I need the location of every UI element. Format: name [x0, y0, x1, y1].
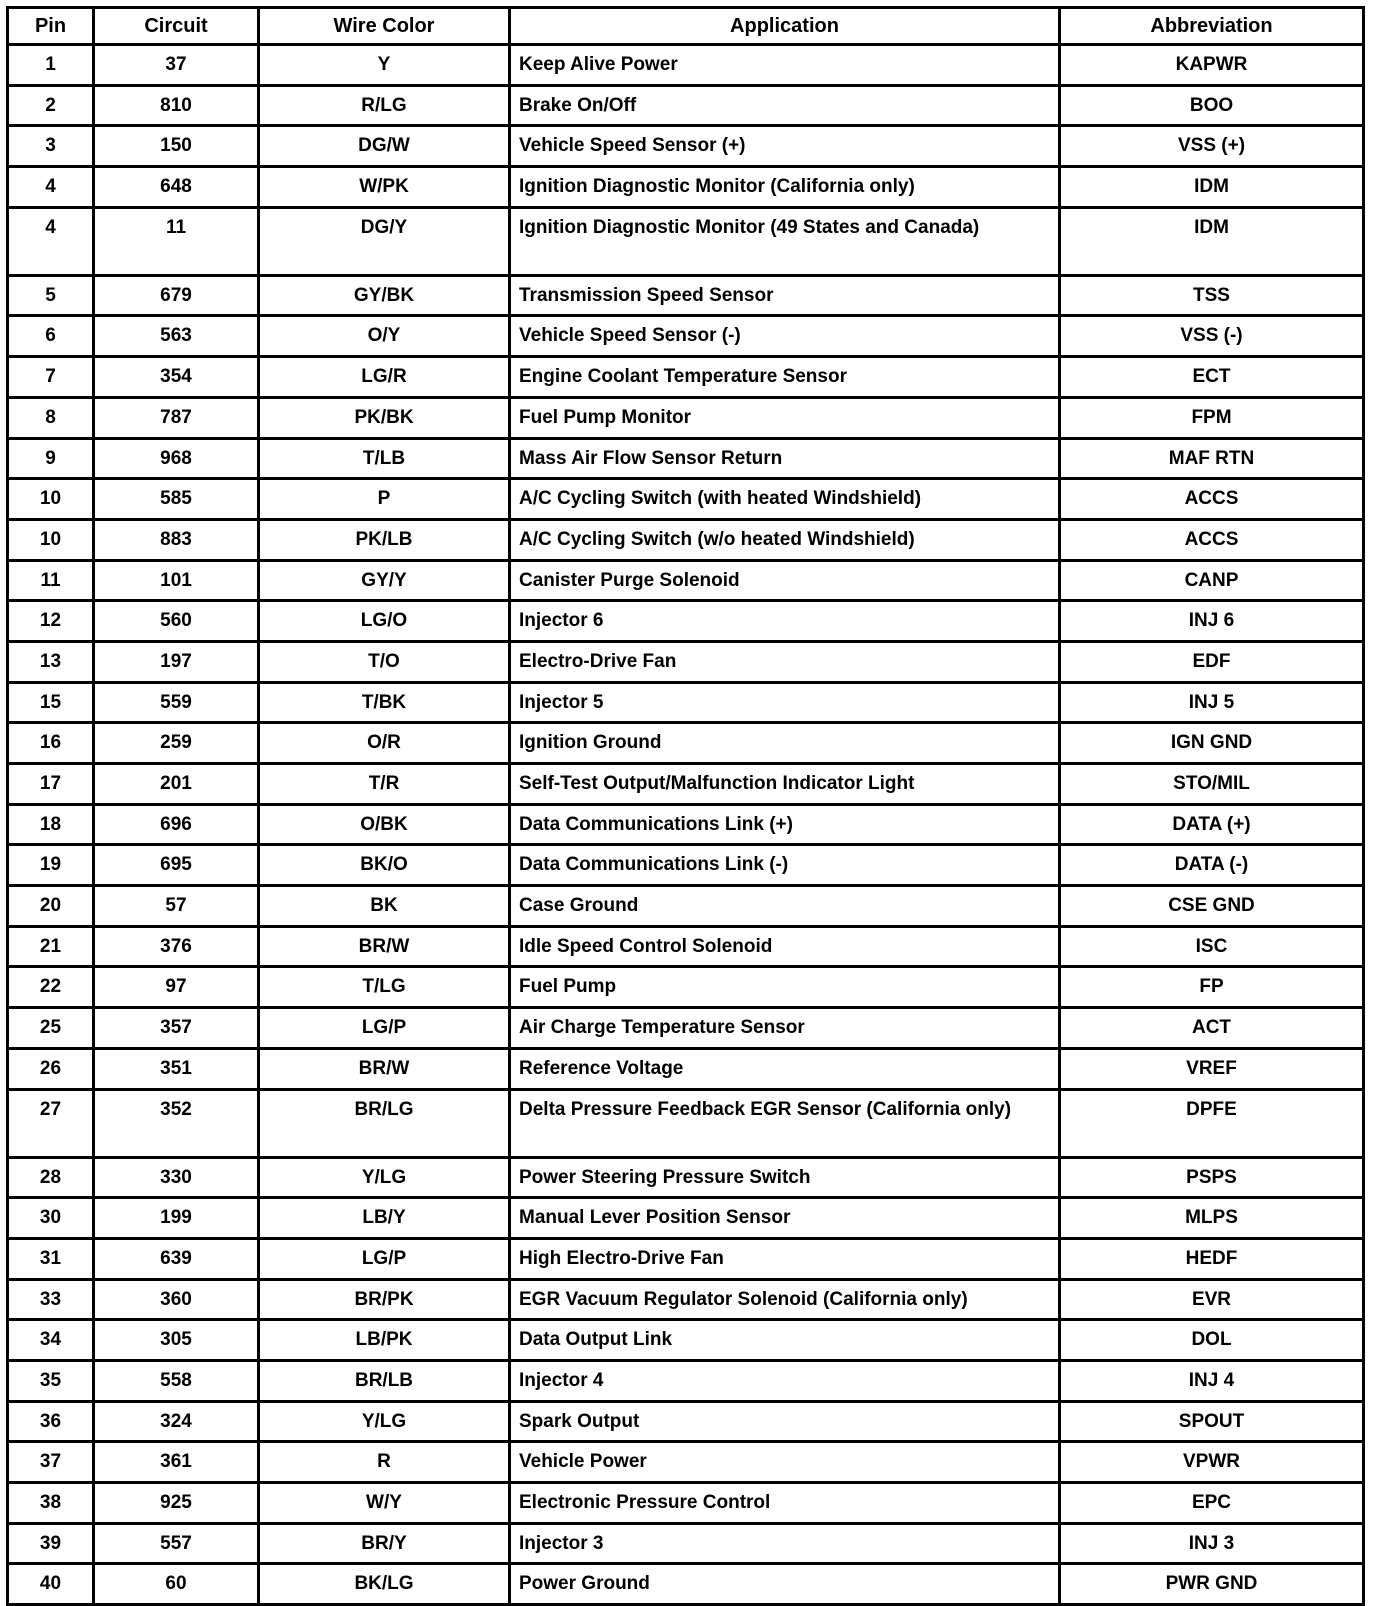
- abbreviation-cell: FPM: [1060, 397, 1364, 438]
- application-cell: Injector 6: [510, 601, 1060, 642]
- wire-color-cell: P: [259, 479, 510, 520]
- table-row: [8, 397, 1364, 438]
- application-cell: Engine Coolant Temperature Sensor: [510, 357, 1060, 398]
- circuit-cell: 883: [94, 519, 259, 560]
- application-cell: Data Output Link: [510, 1320, 1060, 1361]
- abbreviation-cell: STO/MIL: [1060, 764, 1364, 805]
- pin-cell: 17: [8, 764, 94, 805]
- abbreviation-cell: ACCS: [1060, 519, 1364, 560]
- pin-cell: 16: [8, 723, 94, 764]
- wire-color-cell: R/LG: [259, 85, 510, 126]
- table-row: [8, 1157, 1364, 1198]
- pin-cell: 11: [8, 560, 94, 601]
- application-cell: EGR Vacuum Regulator Solenoid (California only): [510, 1279, 1060, 1320]
- abbreviation-cell: SPOUT: [1060, 1401, 1364, 1442]
- wire-color-cell: T/LG: [259, 967, 510, 1008]
- wire-color-cell: T/LB: [259, 438, 510, 479]
- abbreviation-cell: DPFE: [1060, 1089, 1364, 1157]
- circuit-cell: 259: [94, 723, 259, 764]
- circuit-cell: 201: [94, 764, 259, 805]
- abbreviation-cell: MLPS: [1060, 1198, 1364, 1239]
- abbreviation-cell: IGN GND: [1060, 723, 1364, 764]
- circuit-cell: 810: [94, 85, 259, 126]
- wire-color-cell: BK: [259, 886, 510, 927]
- circuit-cell: 11: [94, 207, 259, 275]
- pin-cell: 6: [8, 316, 94, 357]
- circuit-cell: 97: [94, 967, 259, 1008]
- application-cell: Vehicle Speed Sensor (+): [510, 126, 1060, 167]
- table-row: [8, 519, 1364, 560]
- application-cell: Air Charge Temperature Sensor: [510, 1008, 1060, 1049]
- abbreviation-cell: FP: [1060, 967, 1364, 1008]
- pin-cell: 25: [8, 1008, 94, 1049]
- circuit-cell: 354: [94, 357, 259, 398]
- pin-cell: 7: [8, 357, 94, 398]
- circuit-cell: 361: [94, 1442, 259, 1483]
- application-cell: A/C Cycling Switch (w/o heated Windshield): [510, 519, 1060, 560]
- pin-cell: 28: [8, 1157, 94, 1198]
- abbreviation-cell: CSE GND: [1060, 886, 1364, 927]
- table-row: [8, 167, 1364, 208]
- abbreviation-cell: DATA (-): [1060, 845, 1364, 886]
- wire-color-cell: BR/Y: [259, 1523, 510, 1564]
- pin-cell: 18: [8, 804, 94, 845]
- application-cell: Ignition Diagnostic Monitor (California only): [510, 167, 1060, 208]
- pin-cell: 34: [8, 1320, 94, 1361]
- pin-cell: 1: [8, 45, 94, 86]
- table-row: [8, 1320, 1364, 1361]
- wire-color-cell: LB/Y: [259, 1198, 510, 1239]
- wire-color-cell: BR/LG: [259, 1089, 510, 1157]
- application-cell: Reference Voltage: [510, 1048, 1060, 1089]
- table-row: [8, 886, 1364, 927]
- pin-cell: 40: [8, 1564, 94, 1605]
- table-row: [8, 1483, 1364, 1524]
- application-cell: Transmission Speed Sensor: [510, 275, 1060, 316]
- wire-color-cell: T/R: [259, 764, 510, 805]
- abbreviation-cell: INJ 5: [1060, 682, 1364, 723]
- application-cell: Delta Pressure Feedback EGR Sensor (California only): [510, 1089, 1060, 1157]
- wire-color-cell: BR/LB: [259, 1360, 510, 1401]
- table-row: [8, 804, 1364, 845]
- application-cell: Vehicle Power: [510, 1442, 1060, 1483]
- table-row: [8, 601, 1364, 642]
- wire-color-cell: O/BK: [259, 804, 510, 845]
- application-cell: Fuel Pump: [510, 967, 1060, 1008]
- wire-color-cell: O/Y: [259, 316, 510, 357]
- abbreviation-cell: INJ 3: [1060, 1523, 1364, 1564]
- circuit-cell: 57: [94, 886, 259, 927]
- abbreviation-cell: EDF: [1060, 641, 1364, 682]
- header-pin: Pin: [8, 8, 94, 45]
- wire-color-cell: GY/Y: [259, 560, 510, 601]
- application-cell: Self-Test Output/Malfunction Indicator Light: [510, 764, 1060, 805]
- pin-cell: 35: [8, 1360, 94, 1401]
- pin-cell: 9: [8, 438, 94, 479]
- table-row: [8, 845, 1364, 886]
- wire-color-cell: Y/LG: [259, 1401, 510, 1442]
- pin-cell: 8: [8, 397, 94, 438]
- wire-color-cell: Y/LG: [259, 1157, 510, 1198]
- circuit-cell: 648: [94, 167, 259, 208]
- pin-cell: 26: [8, 1048, 94, 1089]
- application-cell: Power Ground: [510, 1564, 1060, 1605]
- application-cell: High Electro-Drive Fan: [510, 1238, 1060, 1279]
- pin-cell: 13: [8, 641, 94, 682]
- abbreviation-cell: CANP: [1060, 560, 1364, 601]
- wire-color-cell: BR/W: [259, 1048, 510, 1089]
- table-row: [8, 357, 1364, 398]
- circuit-cell: 351: [94, 1048, 259, 1089]
- table-row: [8, 275, 1364, 316]
- pin-cell: 37: [8, 1442, 94, 1483]
- wire-color-cell: Y: [259, 45, 510, 86]
- pin-circuit-table: [6, 6, 1365, 1606]
- abbreviation-cell: ISC: [1060, 926, 1364, 967]
- circuit-cell: 695: [94, 845, 259, 886]
- wire-color-cell: BK/O: [259, 845, 510, 886]
- application-cell: Brake On/Off: [510, 85, 1060, 126]
- pin-cell: 20: [8, 886, 94, 927]
- pin-cell: 38: [8, 1483, 94, 1524]
- abbreviation-cell: EVR: [1060, 1279, 1364, 1320]
- abbreviation-cell: PWR GND: [1060, 1564, 1364, 1605]
- abbreviation-cell: IDM: [1060, 167, 1364, 208]
- pin-cell: 19: [8, 845, 94, 886]
- abbreviation-cell: INJ 4: [1060, 1360, 1364, 1401]
- header-row: [8, 8, 1364, 45]
- application-cell: Keep Alive Power: [510, 45, 1060, 86]
- table-row: [8, 126, 1364, 167]
- table-row: [8, 1442, 1364, 1483]
- circuit-cell: 150: [94, 126, 259, 167]
- header-abbreviation: Abbreviation: [1060, 8, 1364, 45]
- table-row: [8, 1360, 1364, 1401]
- application-cell: Canister Purge Solenoid: [510, 560, 1060, 601]
- pin-cell: 4: [8, 167, 94, 208]
- wire-color-cell: W/PK: [259, 167, 510, 208]
- wire-color-cell: T/O: [259, 641, 510, 682]
- abbreviation-cell: ACT: [1060, 1008, 1364, 1049]
- application-cell: Spark Output: [510, 1401, 1060, 1442]
- wire-color-cell: R: [259, 1442, 510, 1483]
- circuit-cell: 330: [94, 1157, 259, 1198]
- application-cell: Manual Lever Position Sensor: [510, 1198, 1060, 1239]
- pin-cell: 15: [8, 682, 94, 723]
- wire-color-cell: O/R: [259, 723, 510, 764]
- abbreviation-cell: TSS: [1060, 275, 1364, 316]
- table-row: [8, 1279, 1364, 1320]
- table-row: [8, 85, 1364, 126]
- table-row: [8, 967, 1364, 1008]
- table-row: [8, 479, 1364, 520]
- pin-cell: 31: [8, 1238, 94, 1279]
- table-row: [8, 641, 1364, 682]
- wire-color-cell: LG/P: [259, 1238, 510, 1279]
- abbreviation-cell: PSPS: [1060, 1157, 1364, 1198]
- wire-color-cell: BR/W: [259, 926, 510, 967]
- circuit-cell: 60: [94, 1564, 259, 1605]
- table-row: [8, 1008, 1364, 1049]
- abbreviation-cell: VPWR: [1060, 1442, 1364, 1483]
- abbreviation-cell: IDM: [1060, 207, 1364, 275]
- wire-color-cell: PK/BK: [259, 397, 510, 438]
- application-cell: Data Communications Link (+): [510, 804, 1060, 845]
- wire-color-cell: LG/R: [259, 357, 510, 398]
- wire-color-cell: LG/O: [259, 601, 510, 642]
- pin-cell: 21: [8, 926, 94, 967]
- circuit-cell: 968: [94, 438, 259, 479]
- wire-color-cell: LG/P: [259, 1008, 510, 1049]
- wire-color-cell: W/Y: [259, 1483, 510, 1524]
- abbreviation-cell: EPC: [1060, 1483, 1364, 1524]
- application-cell: Idle Speed Control Solenoid: [510, 926, 1060, 967]
- pin-cell: 10: [8, 479, 94, 520]
- application-cell: Power Steering Pressure Switch: [510, 1157, 1060, 1198]
- abbreviation-cell: VSS (+): [1060, 126, 1364, 167]
- circuit-cell: 37: [94, 45, 259, 86]
- circuit-cell: 679: [94, 275, 259, 316]
- application-cell: Fuel Pump Monitor: [510, 397, 1060, 438]
- table-row: [8, 682, 1364, 723]
- abbreviation-cell: INJ 6: [1060, 601, 1364, 642]
- table-body: [8, 45, 1364, 1605]
- table-row: [8, 1564, 1364, 1605]
- table-row: [8, 1523, 1364, 1564]
- table-row: [8, 1089, 1364, 1157]
- table-row: [8, 1198, 1364, 1239]
- pin-cell: 3: [8, 126, 94, 167]
- wire-color-cell: BR/PK: [259, 1279, 510, 1320]
- wire-color-cell: DG/W: [259, 126, 510, 167]
- circuit-cell: 563: [94, 316, 259, 357]
- application-cell: Electronic Pressure Control: [510, 1483, 1060, 1524]
- table-row: [8, 207, 1364, 275]
- header-wire-color: Wire Color: [259, 8, 510, 45]
- table-row: [8, 45, 1364, 86]
- abbreviation-cell: MAF RTN: [1060, 438, 1364, 479]
- pin-cell: 36: [8, 1401, 94, 1442]
- application-cell: A/C Cycling Switch (with heated Windshield): [510, 479, 1060, 520]
- application-cell: Vehicle Speed Sensor (-): [510, 316, 1060, 357]
- abbreviation-cell: ECT: [1060, 357, 1364, 398]
- wire-color-cell: DG/Y: [259, 207, 510, 275]
- table-row: [8, 438, 1364, 479]
- circuit-cell: 305: [94, 1320, 259, 1361]
- pin-cell: 39: [8, 1523, 94, 1564]
- circuit-cell: 357: [94, 1008, 259, 1049]
- application-cell: Injector 4: [510, 1360, 1060, 1401]
- abbreviation-cell: VSS (-): [1060, 316, 1364, 357]
- wire-color-cell: BK/LG: [259, 1564, 510, 1605]
- application-cell: Mass Air Flow Sensor Return: [510, 438, 1060, 479]
- pin-cell: 30: [8, 1198, 94, 1239]
- circuit-cell: 558: [94, 1360, 259, 1401]
- pin-cell: 4: [8, 207, 94, 275]
- circuit-cell: 560: [94, 601, 259, 642]
- table-row: [8, 1401, 1364, 1442]
- table-row: [8, 723, 1364, 764]
- circuit-cell: 197: [94, 641, 259, 682]
- header-circuit: Circuit: [94, 8, 259, 45]
- abbreviation-cell: DOL: [1060, 1320, 1364, 1361]
- circuit-cell: 696: [94, 804, 259, 845]
- circuit-cell: 360: [94, 1279, 259, 1320]
- pin-cell: 5: [8, 275, 94, 316]
- abbreviation-cell: BOO: [1060, 85, 1364, 126]
- application-cell: Ignition Diagnostic Monitor (49 States and Canada): [510, 207, 1060, 275]
- pin-cell: 33: [8, 1279, 94, 1320]
- application-cell: Injector 5: [510, 682, 1060, 723]
- abbreviation-cell: VREF: [1060, 1048, 1364, 1089]
- application-cell: Ignition Ground: [510, 723, 1060, 764]
- application-cell: Electro-Drive Fan: [510, 641, 1060, 682]
- wire-color-cell: LB/PK: [259, 1320, 510, 1361]
- pin-cell: 12: [8, 601, 94, 642]
- circuit-cell: 101: [94, 560, 259, 601]
- table-row: [8, 764, 1364, 805]
- circuit-cell: 352: [94, 1089, 259, 1157]
- table-row: [8, 926, 1364, 967]
- table-row: [8, 1048, 1364, 1089]
- circuit-cell: 324: [94, 1401, 259, 1442]
- abbreviation-cell: ACCS: [1060, 479, 1364, 520]
- header-application: Application: [510, 8, 1060, 45]
- circuit-cell: 585: [94, 479, 259, 520]
- application-cell: Case Ground: [510, 886, 1060, 927]
- circuit-cell: 559: [94, 682, 259, 723]
- abbreviation-cell: KAPWR: [1060, 45, 1364, 86]
- abbreviation-cell: HEDF: [1060, 1238, 1364, 1279]
- circuit-cell: 199: [94, 1198, 259, 1239]
- table-row: [8, 1238, 1364, 1279]
- table-row: [8, 316, 1364, 357]
- pin-cell: 10: [8, 519, 94, 560]
- wire-color-cell: PK/LB: [259, 519, 510, 560]
- circuit-cell: 639: [94, 1238, 259, 1279]
- wire-color-cell: T/BK: [259, 682, 510, 723]
- table-row: [8, 560, 1364, 601]
- circuit-cell: 787: [94, 397, 259, 438]
- wire-color-cell: GY/BK: [259, 275, 510, 316]
- pin-cell: 2: [8, 85, 94, 126]
- circuit-cell: 376: [94, 926, 259, 967]
- application-cell: Data Communications Link (-): [510, 845, 1060, 886]
- application-cell: Injector 3: [510, 1523, 1060, 1564]
- pin-cell: 27: [8, 1089, 94, 1157]
- circuit-cell: 925: [94, 1483, 259, 1524]
- pin-cell: 22: [8, 967, 94, 1008]
- abbreviation-cell: DATA (+): [1060, 804, 1364, 845]
- circuit-cell: 557: [94, 1523, 259, 1564]
